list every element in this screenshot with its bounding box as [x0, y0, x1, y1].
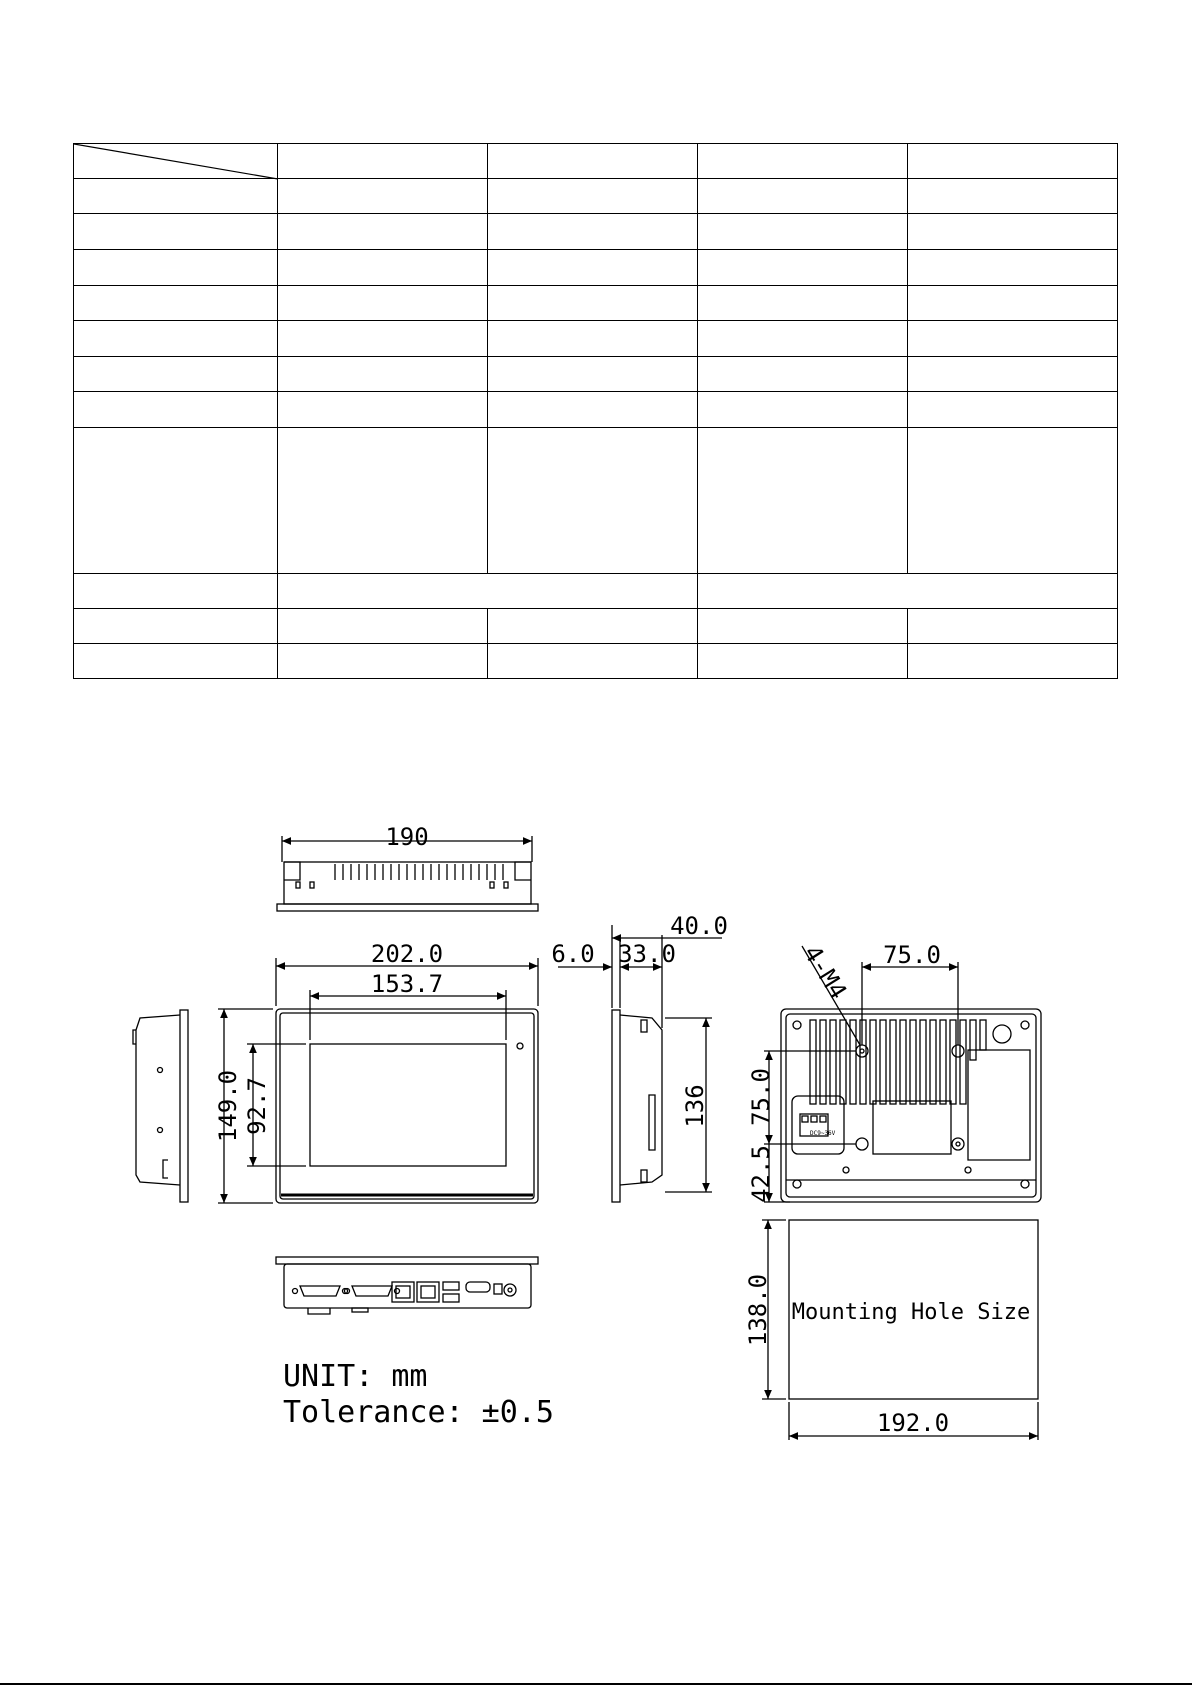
dim-vesa-offset: 42.5: [747, 1145, 775, 1203]
rear-heatsink-fins: [810, 1020, 986, 1104]
hdmi-port: [466, 1282, 490, 1292]
rear-view: [764, 946, 1041, 1202]
lan-port-2: [417, 1282, 439, 1302]
bottom-io-view: [276, 1257, 538, 1314]
power-terminal-label: DC9~36V: [810, 1130, 836, 1137]
dim-overall-height: 149.0: [214, 1069, 242, 1143]
dim-total-depth: 40.0: [670, 912, 728, 940]
dim-screen-height: 92.7: [243, 1077, 271, 1135]
dimension-labels: [214, 823, 1030, 1437]
cutout-label: Mounting Hole Size: [791, 1300, 1031, 1325]
drawing-notes: [283, 1359, 554, 1430]
dim-side-height: 136: [681, 1084, 709, 1128]
dim-vesa-v: 75.0: [747, 1068, 775, 1126]
com-port-2: [345, 1286, 400, 1296]
dim-top-width: 190: [385, 823, 429, 851]
usb-port-1: [443, 1282, 459, 1290]
usb-port-2: [443, 1294, 459, 1302]
dim-bezel-depth: 6.0: [551, 940, 595, 968]
com-port-1: [293, 1286, 348, 1296]
dim-cutout-height: 138.0: [744, 1273, 772, 1347]
tolerance-note: Tolerance: ±0.5: [283, 1395, 554, 1430]
dim-overall-width: 202.0: [370, 940, 444, 968]
panel-cutout: [762, 1220, 1038, 1440]
display-area: [310, 1044, 506, 1166]
heatsink-fins: [335, 864, 503, 880]
unit-note: UNIT: mm: [283, 1359, 428, 1394]
dim-vesa-h: 75.0: [883, 941, 941, 969]
dim-screen-width: 153.7: [370, 970, 444, 998]
dim-body-depth: 33.0: [618, 940, 676, 968]
dim-mount-screw: 4-M4: [797, 940, 853, 1005]
left-side-view: [133, 1010, 188, 1202]
dc-jack: [504, 1284, 516, 1296]
dim-cutout-width: 192.0: [876, 1409, 950, 1437]
